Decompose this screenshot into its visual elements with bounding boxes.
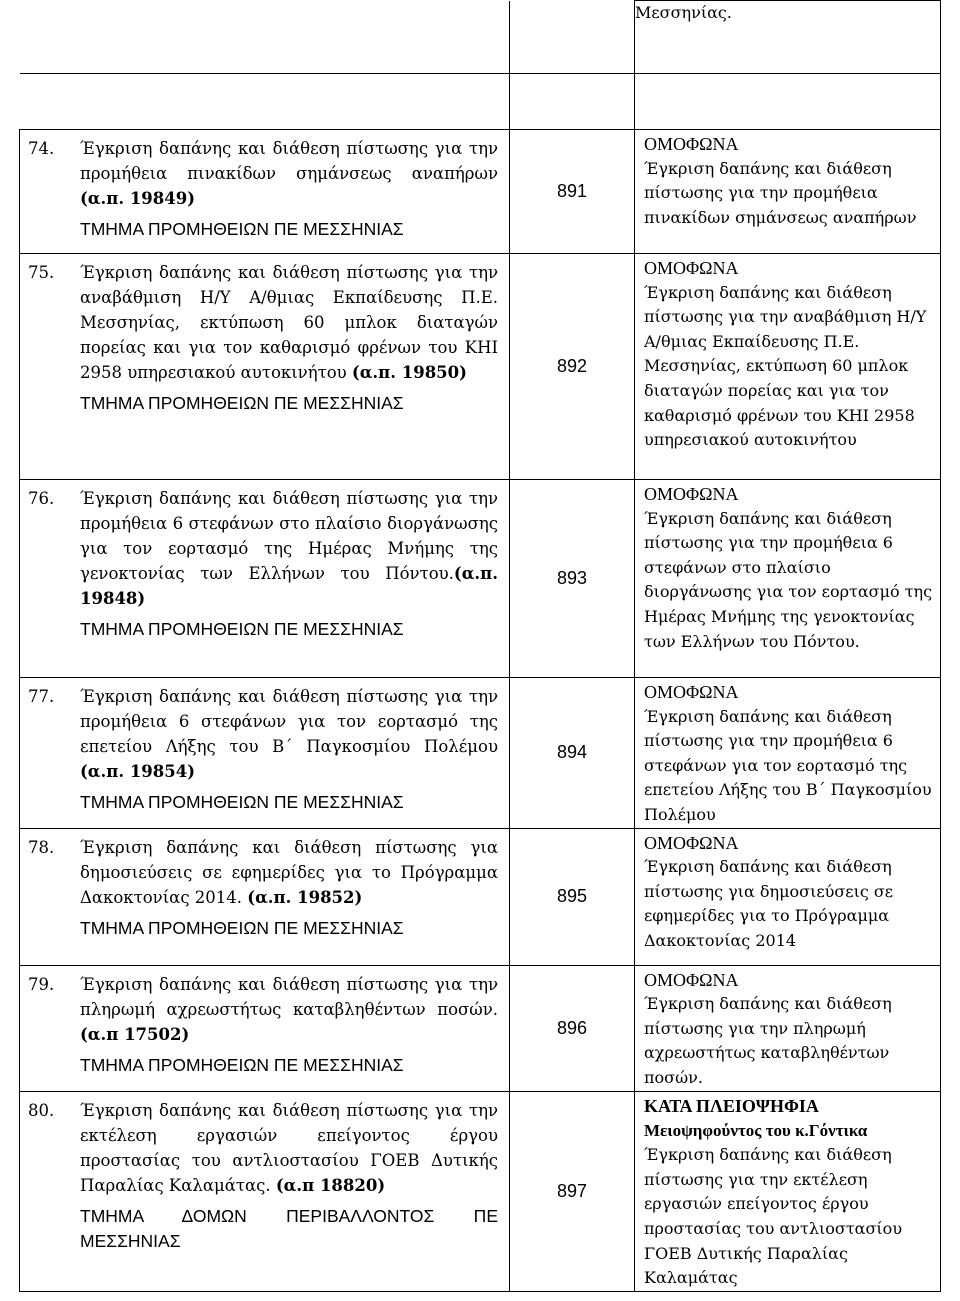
subject-cell <box>20 130 510 254</box>
decisions-table <box>19 0 941 1292</box>
item-number: 80. <box>28 1100 55 1120</box>
decision-cell <box>635 254 941 480</box>
decision-text: Έγκριση δαπάνης και διάθεση πίστωσης για την πληρωμή αχρεωστήτως καταβληθέντων ποσών. <box>644 994 892 1087</box>
decision-number: 891 <box>510 130 635 254</box>
vote-result: ΟΜΟΦΩΝΑ <box>644 832 739 853</box>
decision-text: Έγκριση δαπάνης και διάθεση πίστωσης για την αναβάθμιση Η/Υ Α/θμιας Εκπαίδευσης Π.Ε. Μεσσηνίας, εκτύπωση 60 μπλοκ διαταγών πορείας και για τον καθαρισμό φρένων του ΚΗΙ 2958 υπηρεσιακού αυτοκινήτου <box>644 282 927 450</box>
decision-number: 895 <box>510 828 635 965</box>
vote-result: ΟΜΟΦΩΝΑ <box>644 682 739 702</box>
decision-cell <box>635 130 941 254</box>
decision-row <box>20 1091 941 1291</box>
item-number: 75. <box>28 263 55 282</box>
reference-number: (α.π. 19848) <box>80 564 498 608</box>
item-number: 79. <box>28 974 55 994</box>
subject-text: Έγκριση δαπάνης και διάθεση πίστωσης για δημοσιεύσεις σε εφημερίδες για το Πρόγραμμα Δακοκτονίας 2014. <box>80 837 498 907</box>
decision-number: 894 <box>510 678 635 829</box>
subject-text: Έγκριση δαπάνης και διάθεση πίστωσης για την προμήθεια 6 στεφάνων στο πλαίσιο διοργάνωσης για τον εορτασμό της Ημέρας Μνήμης της γενοκτονίας των Ελλήνων του Πόντου. <box>80 489 498 583</box>
vote-result: ΟΜΟΦΩΝΑ <box>644 969 739 990</box>
decision-number: 897 <box>510 1091 635 1291</box>
subject-cell <box>20 828 510 965</box>
reference-number: (α.π. 19852) <box>247 887 363 907</box>
vote-result: ΟΜΟΦΩΝΑ <box>644 484 739 504</box>
decision-cell <box>635 678 941 829</box>
subject-text: Έγκριση δαπάνης και διάθεση πίστωσης για την προμήθεια πινακίδων σημάνσεως αναπήρων <box>80 139 498 183</box>
department-name: ΤΜΗΜΑ ΠΡΟΜΗΘΕΙΩΝ ΠΕ ΜΕΣΣΗΝΙΑΣ <box>80 619 404 639</box>
subject-cell <box>20 254 510 480</box>
department-name: ΤΜΗΜΑ ΠΡΟΜΗΘΕΙΩΝ ΠΕ ΜΕΣΣΗΝΙΑΣ <box>80 393 404 413</box>
subject-cell <box>20 480 510 678</box>
item-number: 77. <box>28 687 55 706</box>
decision-row <box>20 678 941 829</box>
subject-cell <box>20 678 510 829</box>
subject-text: Έγκριση δαπάνης και διάθεση πίστωσης για την προμήθεια 6 στεφάνων για τον εορτασμό της επετείου Λήξης του Β΄ Παγκοσμίου Πολέμου <box>80 687 498 756</box>
reference-number: (α.π. 19849) <box>80 189 196 208</box>
vote-result: ΚΑΤΑ ΠΛΕΙΟΨΗΦΙΑ <box>644 1095 819 1116</box>
decision-text: Έγκριση δαπάνης και διάθεση πίστωσης για την εκτέλεση εργασιών επείγοντος έργου προστασίας του αντλιοστασίου ΓΟΕΒ Δυτικής Παραλίας Καλαμάτας <box>644 1145 903 1288</box>
subject-text: Έγκριση δαπάνης και διάθεση πίστωσης για την πληρωμή αχρεωστήτως καταβληθέντων ποσών. <box>80 974 498 1019</box>
reference-number: (α.π 17502) <box>80 1024 190 1044</box>
decision-number: 892 <box>510 254 635 480</box>
vote-result: ΟΜΟΦΩΝΑ <box>644 258 739 278</box>
department-name: ΤΜΗΜΑ ΔΟΜΩΝ ΠΕΡΙΒΑΛΛΟΝΤΟΣ ΠΕ ΜΕΣΣΗΝΙΑΣ <box>80 1205 498 1251</box>
subject-cell <box>20 1091 510 1291</box>
decision-text: Έγκριση δαπάνης και διάθεση πίστωσης για δημοσιεύσεις σε εφημερίδες για το Πρόγραμμα Δακοκτονίας 2014 <box>644 857 894 950</box>
decision-cell <box>635 1091 941 1291</box>
decision-row <box>20 965 941 1091</box>
item-number: 76. <box>28 489 55 508</box>
spacer-row <box>20 74 941 130</box>
decision-row <box>20 828 941 965</box>
department-name: ΤΜΗΜΑ ΠΡΟΜΗΘΕΙΩΝ ΠΕ ΜΕΣΣΗΝΙΑΣ <box>80 792 404 812</box>
subject-text: Έγκριση δαπάνης και διάθεση πίστωσης για την αναβάθμιση Η/Υ Α/θμιας Εκπαίδευσης Π.Ε. Μεσσηνίας, εκτύπωση 60 μπλοκ διαταγών πορείας και για τον καθαρισμό φρένων του ΚΗΙ 2958 υπηρεσιακού αυτοκινήτου <box>80 263 498 382</box>
decision-row <box>20 480 941 678</box>
continued-text: Μεσσηνίας. <box>635 1 941 74</box>
decision-cell <box>635 828 941 965</box>
decision-row <box>20 130 941 254</box>
subject-cell <box>20 965 510 1091</box>
decision-cell <box>635 965 941 1091</box>
decision-number: 893 <box>510 480 635 678</box>
minority-note: Μειοψηφούντος του κ.Γόντικα <box>644 1121 868 1141</box>
subject-text: Έγκριση δαπάνης και διάθεση πίστωσης για την εκτέλεση εργασιών επείγοντος έργου προστασίας του αντλιοστασίου ΓΟΕΒ Δυτικής Παραλίας Καλαμάτας. <box>80 1100 498 1195</box>
decision-text: Έγκριση δαπάνης και διάθεση πίστωσης για την προμήθεια πινακίδων σημάνσεως αναπήρων <box>644 158 917 227</box>
vote-result: ΟΜΟΦΩΝΑ <box>644 134 739 154</box>
department-name: ΤΜΗΜΑ ΠΡΟΜΗΘΕΙΩΝ ΠΕ ΜΕΣΣΗΝΙΑΣ <box>80 1054 404 1075</box>
continued-row <box>20 1 941 74</box>
item-number: 78. <box>28 837 55 857</box>
department-name: ΤΜΗΜΑ ΠΡΟΜΗΘΕΙΩΝ ΠΕ ΜΕΣΣΗΝΙΑΣ <box>80 917 404 938</box>
department-name: ΤΜΗΜΑ ΠΡΟΜΗΘΕΙΩΝ ΠΕ ΜΕΣΣΗΝΙΑΣ <box>80 219 404 239</box>
reference-number: (α.π. 19854) <box>80 762 196 781</box>
reference-number: (α.π 18820) <box>275 1175 386 1195</box>
reference-number: (α.π. 19850) <box>351 363 467 382</box>
decision-text: Έγκριση δαπάνης και διάθεση πίστωσης για την προμήθεια 6 στεφάνων για τον εορτασμό της επετείου Λήξης του Β΄ Παγκοσμίου Πολέμου <box>644 706 932 824</box>
item-number: 74. <box>28 139 55 158</box>
decision-row <box>20 254 941 480</box>
decision-number: 896 <box>510 965 635 1091</box>
decision-cell <box>635 480 941 678</box>
decision-text: Έγκριση δαπάνης και διάθεση πίστωσης για την προμήθεια 6 στεφάνων στο πλαίσιο διοργάνωσης για τον εορτασμό της Ημέρας Μνήμης της γενοκτονίας των Ελλήνων του Πόντου. <box>644 508 933 651</box>
